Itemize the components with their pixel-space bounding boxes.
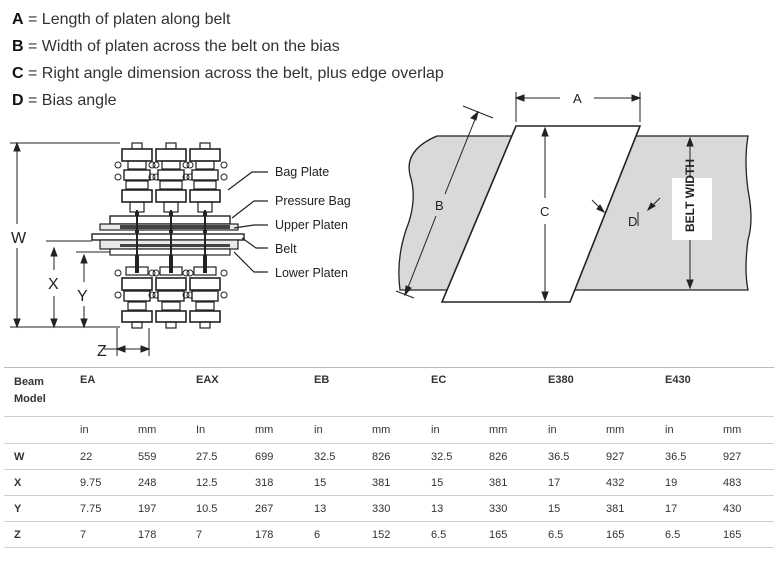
unit-cell: in bbox=[304, 417, 362, 444]
table-cell: 826 bbox=[362, 444, 421, 470]
legend-d: D = Bias angle bbox=[12, 92, 117, 109]
table-cell: 152 bbox=[362, 522, 421, 548]
row-label: Y bbox=[4, 496, 70, 522]
table-cell: 9.75 bbox=[70, 470, 128, 496]
model-header: EC bbox=[421, 368, 538, 417]
table-cell: 17 bbox=[655, 496, 713, 522]
table-cell: 248 bbox=[128, 470, 186, 496]
table-cell: 32.5 bbox=[304, 444, 362, 470]
table-row bbox=[4, 522, 774, 548]
table-cell: 6.5 bbox=[538, 522, 596, 548]
table-cell: 36.5 bbox=[655, 444, 713, 470]
table-cell: 6.5 bbox=[655, 522, 713, 548]
table-cell: 13 bbox=[421, 496, 479, 522]
press-assembly bbox=[92, 143, 244, 328]
unit-cell: mm bbox=[128, 417, 186, 444]
table-row bbox=[4, 470, 774, 496]
table-cell: 927 bbox=[713, 444, 774, 470]
table-cell: 178 bbox=[245, 522, 304, 548]
dim-a: A bbox=[573, 91, 582, 106]
dim-x: X bbox=[48, 276, 59, 293]
label-bag-plate: Bag Plate bbox=[275, 165, 330, 179]
unit-cell: mm bbox=[713, 417, 774, 444]
table-cell: 165 bbox=[479, 522, 538, 548]
table-cell: 19 bbox=[655, 470, 713, 496]
table-cell: 381 bbox=[479, 470, 538, 496]
table-cell: 197 bbox=[128, 496, 186, 522]
table-cell: 7 bbox=[70, 522, 128, 548]
table-cell: 381 bbox=[596, 496, 655, 522]
table-row bbox=[4, 444, 774, 470]
table-cell: 381 bbox=[362, 470, 421, 496]
label-lower-platen: Lower Platen bbox=[275, 266, 348, 280]
dim-w: W bbox=[11, 230, 27, 247]
unit-cell: in bbox=[70, 417, 128, 444]
dim-b: B bbox=[435, 198, 444, 213]
table-cell: 483 bbox=[713, 470, 774, 496]
table-cell: 15 bbox=[304, 470, 362, 496]
table-cell: 12.5 bbox=[186, 470, 245, 496]
units-spacer bbox=[4, 417, 70, 444]
label-upper-platen: Upper Platen bbox=[275, 218, 348, 232]
table-row bbox=[4, 496, 774, 522]
dim-z: Z bbox=[97, 343, 107, 360]
table-cell: 10.5 bbox=[186, 496, 245, 522]
unit-cell: mm bbox=[245, 417, 304, 444]
table-cell: 6 bbox=[304, 522, 362, 548]
table-cell: 699 bbox=[245, 444, 304, 470]
table-cell: 330 bbox=[362, 496, 421, 522]
table-cell: 27.5 bbox=[186, 444, 245, 470]
unit-cell: mm bbox=[479, 417, 538, 444]
table-cell: 36.5 bbox=[538, 444, 596, 470]
table-cell: 430 bbox=[713, 496, 774, 522]
beam-model-header: Beam Model bbox=[4, 368, 70, 417]
table-cell: 165 bbox=[596, 522, 655, 548]
unit-cell: In bbox=[186, 417, 245, 444]
table-cell: 13 bbox=[304, 496, 362, 522]
table-cell: 927 bbox=[596, 444, 655, 470]
model-header: E430 bbox=[655, 368, 774, 417]
table-cell: 7 bbox=[186, 522, 245, 548]
table-cell: 165 bbox=[713, 522, 774, 548]
table-cell: 330 bbox=[479, 496, 538, 522]
leader-lines bbox=[228, 172, 268, 272]
row-label: X bbox=[4, 470, 70, 496]
table-cell: 32.5 bbox=[421, 444, 479, 470]
model-header: E380 bbox=[538, 368, 655, 417]
unit-cell: mm bbox=[596, 417, 655, 444]
dim-belt-width: BELT WIDTH bbox=[683, 158, 697, 232]
table-cell: 318 bbox=[245, 470, 304, 496]
label-belt: Belt bbox=[275, 242, 297, 256]
units-row bbox=[4, 417, 774, 444]
spec-table bbox=[4, 367, 774, 548]
row-label: Z bbox=[4, 522, 70, 548]
unit-cell: in bbox=[421, 417, 479, 444]
unit-cell: in bbox=[538, 417, 596, 444]
table-cell: 559 bbox=[128, 444, 186, 470]
table-header-row bbox=[4, 368, 774, 417]
table-cell: 22 bbox=[70, 444, 128, 470]
table-cell: 6.5 bbox=[421, 522, 479, 548]
unit-cell: in bbox=[655, 417, 713, 444]
legend-a: A = Length of platen along belt bbox=[12, 11, 231, 28]
dim-d: D bbox=[628, 214, 638, 229]
table-cell: 826 bbox=[479, 444, 538, 470]
table-cell: 178 bbox=[128, 522, 186, 548]
model-header: EA bbox=[70, 368, 186, 417]
unit-cell: mm bbox=[362, 417, 421, 444]
dim-c: C bbox=[540, 204, 550, 219]
row-label: W bbox=[4, 444, 70, 470]
table-cell: 15 bbox=[421, 470, 479, 496]
legend-b: B = Width of platen across the belt on the bias bbox=[12, 38, 340, 55]
table-cell: 17 bbox=[538, 470, 596, 496]
table-cell: 15 bbox=[538, 496, 596, 522]
table-cell: 432 bbox=[596, 470, 655, 496]
dim-y: Y bbox=[77, 288, 88, 305]
model-header: EAX bbox=[186, 368, 304, 417]
model-header: EB bbox=[304, 368, 421, 417]
label-pressure-bag: Pressure Bag bbox=[275, 194, 351, 208]
legend-c: C = Right angle dimension across the belt, plus edge overlap bbox=[12, 65, 444, 82]
table-cell: 7.75 bbox=[70, 496, 128, 522]
table-cell: 267 bbox=[245, 496, 304, 522]
